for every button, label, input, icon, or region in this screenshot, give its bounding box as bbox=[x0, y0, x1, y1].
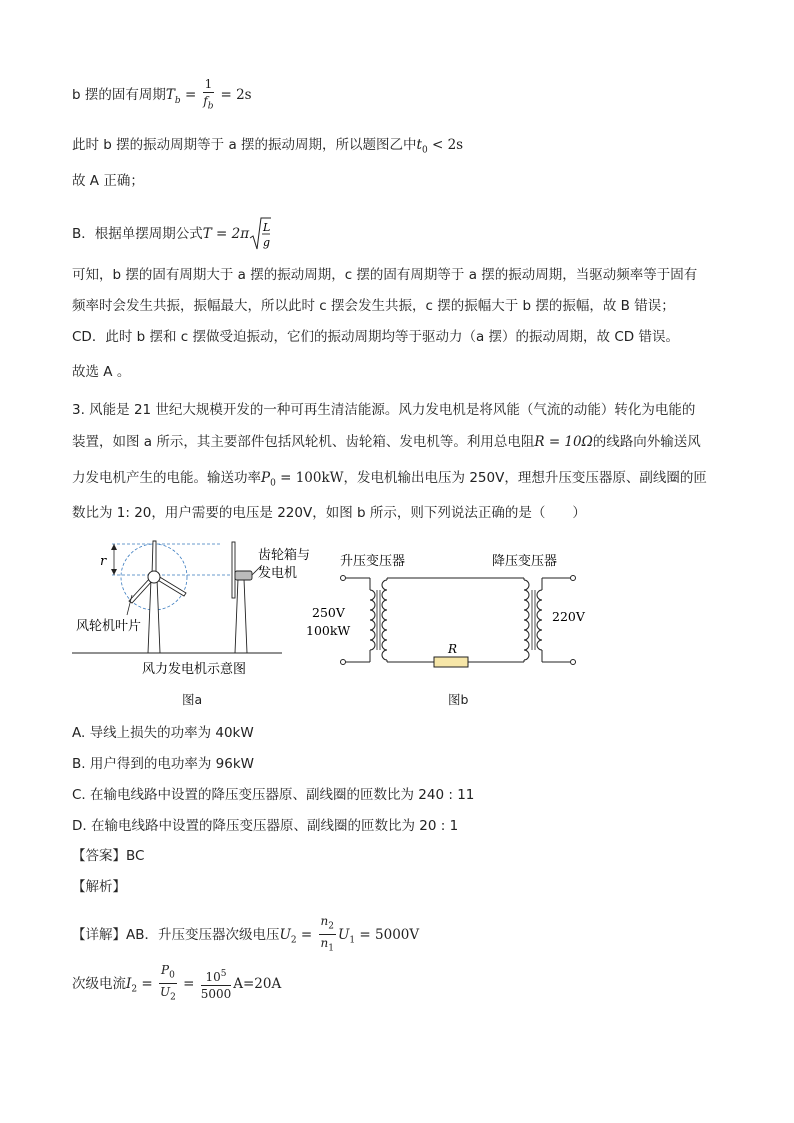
text-line-3 bbox=[72, 171, 144, 191]
math-T: T = 2π bbox=[202, 226, 250, 242]
option-c bbox=[72, 785, 474, 805]
fraction-2 bbox=[201, 966, 232, 1002]
figure-a-caption: 图a bbox=[182, 692, 203, 707]
math-sub: 0 bbox=[270, 478, 276, 489]
text-line-2 bbox=[72, 135, 463, 161]
sqrt-num: L bbox=[263, 221, 271, 234]
text: 3. 风能是 21 世纪大规模开发的一种可再生清洁能源。风力发电机是将风能（气流的动能）转化为电能的 bbox=[72, 402, 696, 418]
text: A. 导线上损失的功率为 40kW bbox=[72, 725, 254, 741]
question-line-1 bbox=[72, 400, 695, 420]
math-rhs: = 2s bbox=[216, 87, 252, 104]
denominator: f bbox=[203, 94, 208, 108]
text-line-6 bbox=[72, 296, 675, 316]
fraction bbox=[319, 913, 336, 957]
question-line-4 bbox=[72, 503, 586, 523]
text: C. 在输电线路中设置的降压变压器原、副线圈的匝数比为 240 : 11 bbox=[72, 787, 475, 803]
question-line-2 bbox=[72, 432, 701, 452]
math-eq: = bbox=[180, 87, 201, 104]
numerator-sub: 2 bbox=[328, 921, 334, 932]
text-line-5 bbox=[72, 265, 697, 285]
text: 数比为 1: 20，用户需要的电压是 220V，如图 b 所示，则下列说法正确的是（ ） bbox=[72, 505, 586, 521]
math-sub: 2 bbox=[290, 935, 297, 946]
label-generator: 发电机 bbox=[258, 566, 298, 581]
text: 装置，如图 a 所示，其主要部件包括风轮机、齿轮箱、发电机等。利用总电阻 bbox=[72, 434, 535, 450]
option-a bbox=[72, 723, 254, 743]
label-blade: 风轮机叶片 bbox=[76, 619, 142, 634]
figure-a-inner-caption: 风力发电机示意图 bbox=[142, 662, 247, 677]
text: 此时 b 摆的振动周期等于 a 摆的振动周期，所以题图乙中 bbox=[72, 137, 417, 153]
figure-a-wind-turbine bbox=[72, 535, 311, 685]
math-val: = 100kW bbox=[275, 470, 344, 486]
question-line-3 bbox=[72, 468, 707, 494]
answer-line bbox=[72, 846, 144, 866]
label-100kw: 100kW bbox=[306, 623, 351, 638]
text: 故选 A 。 bbox=[72, 364, 131, 380]
math-sub: 1 bbox=[349, 935, 356, 946]
label-gearbox: 齿轮箱与 bbox=[258, 548, 311, 563]
text: 次级电流 bbox=[72, 975, 126, 992]
math-sub: b bbox=[174, 95, 181, 106]
sqrt-den: g bbox=[263, 236, 271, 249]
label-250v: 250V bbox=[312, 605, 345, 620]
text: 【详解】AB．升压变压器次级电压 bbox=[72, 926, 280, 943]
fraction bbox=[203, 76, 215, 114]
math-sub: 2 bbox=[131, 984, 138, 995]
math-rhs: = 5000V bbox=[355, 926, 420, 943]
text: 力发电机产生的电能。输送功率 bbox=[72, 470, 261, 486]
math-rhs: < 2s bbox=[427, 137, 464, 153]
math-t: t bbox=[416, 137, 422, 153]
exponent: 5 bbox=[220, 968, 227, 979]
numerator: n bbox=[320, 914, 329, 928]
text: 【答案】BC bbox=[72, 848, 145, 864]
math-U: U bbox=[279, 926, 291, 943]
math-I: I bbox=[126, 975, 132, 992]
text: 故 A 正确； bbox=[72, 173, 144, 189]
denominator-sub: 2 bbox=[170, 992, 176, 1003]
text-line-7 bbox=[72, 327, 679, 347]
figure-b-circuit bbox=[302, 545, 602, 685]
text: B．根据单摆周期公式 bbox=[72, 226, 203, 242]
numerator: 1 bbox=[204, 77, 213, 91]
text: 频率时会发生共振，振幅最大，所以此时 c 摆会发生共振，c 摆的振幅大于 b 摆的振幅，故 B 错误； bbox=[72, 298, 675, 314]
analysis-line bbox=[72, 877, 126, 897]
math-T: T bbox=[165, 87, 175, 104]
text-line-1 bbox=[72, 76, 252, 114]
detail-line: 【详解】AB．升压变压器次级电压$U_2$ = $\frac{n_2}{n_1}$ $U_1 = 5000V$ bbox=[72, 913, 419, 957]
math-U1: U bbox=[338, 926, 350, 943]
fraction-1 bbox=[159, 962, 177, 1006]
text-line-8 bbox=[72, 362, 130, 382]
label-220v: 220V bbox=[552, 609, 585, 624]
text: b 摆的固有周期 bbox=[72, 87, 166, 104]
denominator: n bbox=[320, 936, 329, 951]
current-line: 次级电流$I_2$ = $\frac{P_0}{U_2}$ = $\frac{10^5}{5000}$ A=20A bbox=[72, 962, 281, 1006]
label-step-up: 升压变压器 bbox=[340, 554, 406, 569]
label-r: r bbox=[100, 554, 107, 569]
text: 的线路向外输送风 bbox=[592, 434, 701, 450]
math-P: P bbox=[261, 470, 271, 486]
numerator: P bbox=[160, 963, 170, 977]
denominator-sub: 1 bbox=[328, 943, 334, 954]
label-step-down: 降压变压器 bbox=[492, 554, 558, 569]
math-sub: 0 bbox=[421, 145, 428, 156]
text: ，发电机输出电压为 250V，理想升压变压器原、副线圈的匝 bbox=[343, 470, 707, 486]
math-rhs: A=20A bbox=[233, 975, 282, 992]
numerator: 10 bbox=[205, 969, 221, 984]
math-R: R = 10Ω bbox=[534, 434, 593, 450]
text: CD．此时 b 摆和 c 摆做受迫振动，它们的振动周期均等于驱动力（a 摆）的振动周期，故 CD 错误。 bbox=[72, 329, 679, 345]
denominator-sub: b bbox=[207, 101, 214, 112]
numerator-sub: 0 bbox=[169, 970, 175, 981]
sqrt bbox=[249, 216, 271, 252]
text-line-4 bbox=[72, 216, 271, 252]
denominator: U bbox=[159, 985, 171, 1000]
denominator: 5000 bbox=[200, 986, 232, 1001]
text: B. 用户得到的电功率为 96kW bbox=[72, 756, 254, 772]
option-b bbox=[72, 754, 254, 774]
text: 可知，b 摆的固有周期大于 a 摆的振动周期，c 摆的固有周期等于 a 摆的振动周期，当驱动频率等于固有 bbox=[72, 267, 698, 283]
text: 【解析】 bbox=[72, 879, 126, 895]
option-d bbox=[72, 816, 458, 836]
figure-b-caption: 图b bbox=[448, 692, 469, 707]
text: D. 在输电线路中设置的降压变压器原、副线圈的匝数比为 20 : 1 bbox=[72, 818, 459, 834]
label-R: R bbox=[448, 642, 458, 656]
